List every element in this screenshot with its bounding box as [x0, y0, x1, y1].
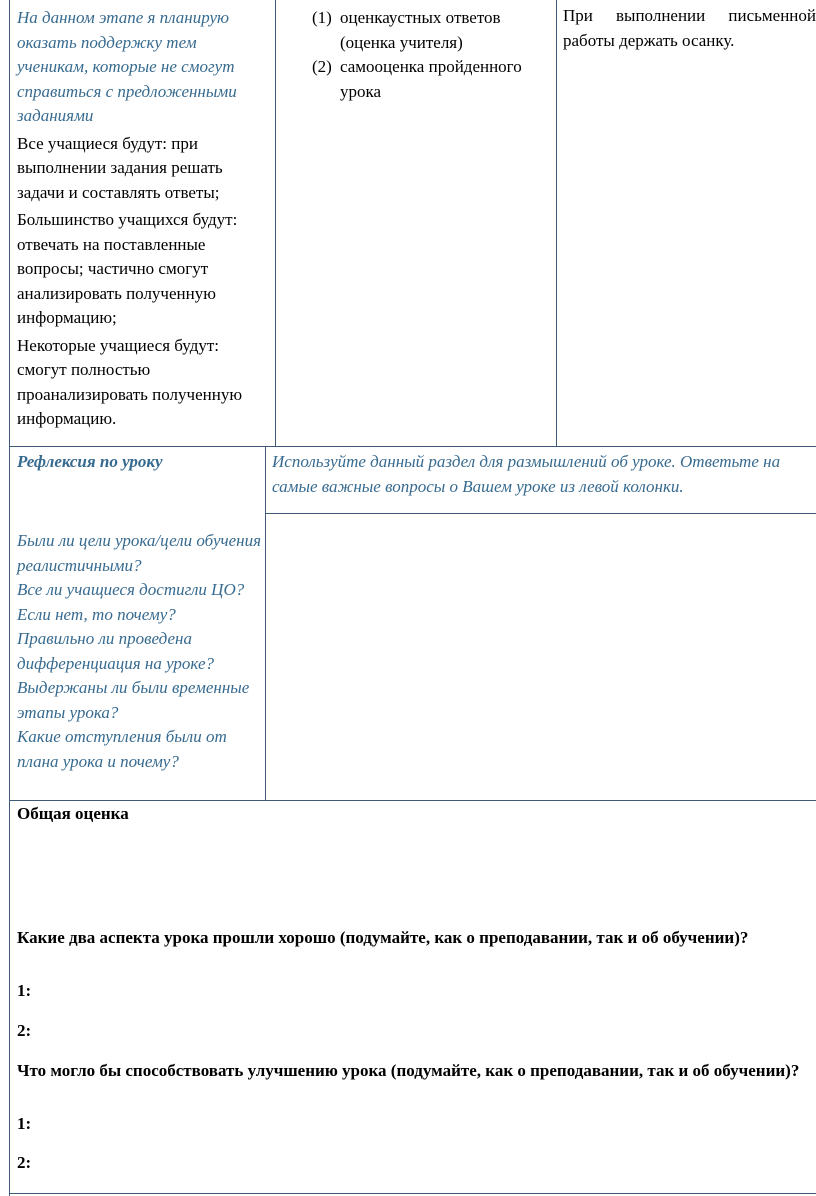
list-item: [312, 55, 550, 104]
left-border: [9, 0, 10, 1196]
list-text: оценкаустных ответов (оценка учителя): [340, 8, 501, 52]
q1-answer-1-label: 1:: [17, 981, 32, 1000]
summary-title: Общая оценка: [17, 804, 129, 823]
q2-answer-1-label: 1:: [17, 1114, 32, 1133]
reflection-questions: [17, 529, 261, 774]
summary-question-1: Какие два аспекта урока прошли хорошо (подумайте, как о преподавании, так и об обучении)?: [17, 928, 749, 947]
reflection-question: Были ли цели урока/цели обучения реалистичными?: [17, 531, 261, 575]
reflection-question: Правильно ли проведена дифференциация на уроке?: [17, 629, 214, 673]
list-text: самооценка пройденного урока: [340, 57, 522, 101]
top-col-divider-1: [275, 0, 276, 446]
health-cell: [563, 4, 816, 53]
list-item: [312, 6, 550, 55]
instruction-divider: [265, 513, 816, 514]
assessment-list: [312, 6, 550, 104]
top-col-divider-2: [556, 0, 557, 446]
health-text: При выполнении письменной работы держать осанку.: [563, 6, 816, 50]
reflection-question: Все ли учащиеся достигли ЦО?: [17, 580, 245, 599]
row-divider-top: [9, 446, 816, 447]
list-number: (2): [312, 57, 332, 76]
bottom-border: [9, 1193, 816, 1194]
support-cell: [17, 6, 269, 435]
q1-answer-2-label: 2:: [17, 1021, 32, 1040]
most-students-text: Большинство учащихся будут: отвечать на поставленные вопросы; частично смогут анализировать полученную информацию;: [17, 210, 238, 327]
list-number: (1): [312, 8, 332, 27]
some-students-text: Некоторые учащиеся будут: смогут полностью проанализировать полученную информацию.: [17, 335, 243, 428]
reflection-instruction: Используйте данный раздел для размышлений об уроке. Ответьте на самые важные вопросы о Вашем уроке из левой колонки.: [272, 452, 781, 496]
assessment-cell: [312, 6, 550, 104]
reflection-question: Если нет, то почему?: [17, 604, 176, 624]
all-students-text: Все учащиеся будут: при выполнении задания решать задачи и составлять ответы;: [17, 133, 223, 202]
summary-question-2: Что могло бы способствовать улучшению урока (подумайте, как о преподавании, так и об обучении)?: [17, 1061, 800, 1080]
reflection-question: Какие отступления были от плана урока и почему?: [17, 727, 227, 771]
row-divider-reflection: [9, 800, 816, 801]
reflection-col-divider: [265, 446, 266, 800]
reflection-question: Выдержаны ли были временные этапы урока?: [17, 678, 250, 722]
support-intro: На данном этапе я планирую оказать поддержку тем ученикам, которые не смогут справиться с предложенными заданиями: [17, 8, 237, 125]
q2-answer-2-label: 2:: [17, 1153, 32, 1172]
reflection-title: Рефлексия по уроку: [17, 452, 163, 471]
